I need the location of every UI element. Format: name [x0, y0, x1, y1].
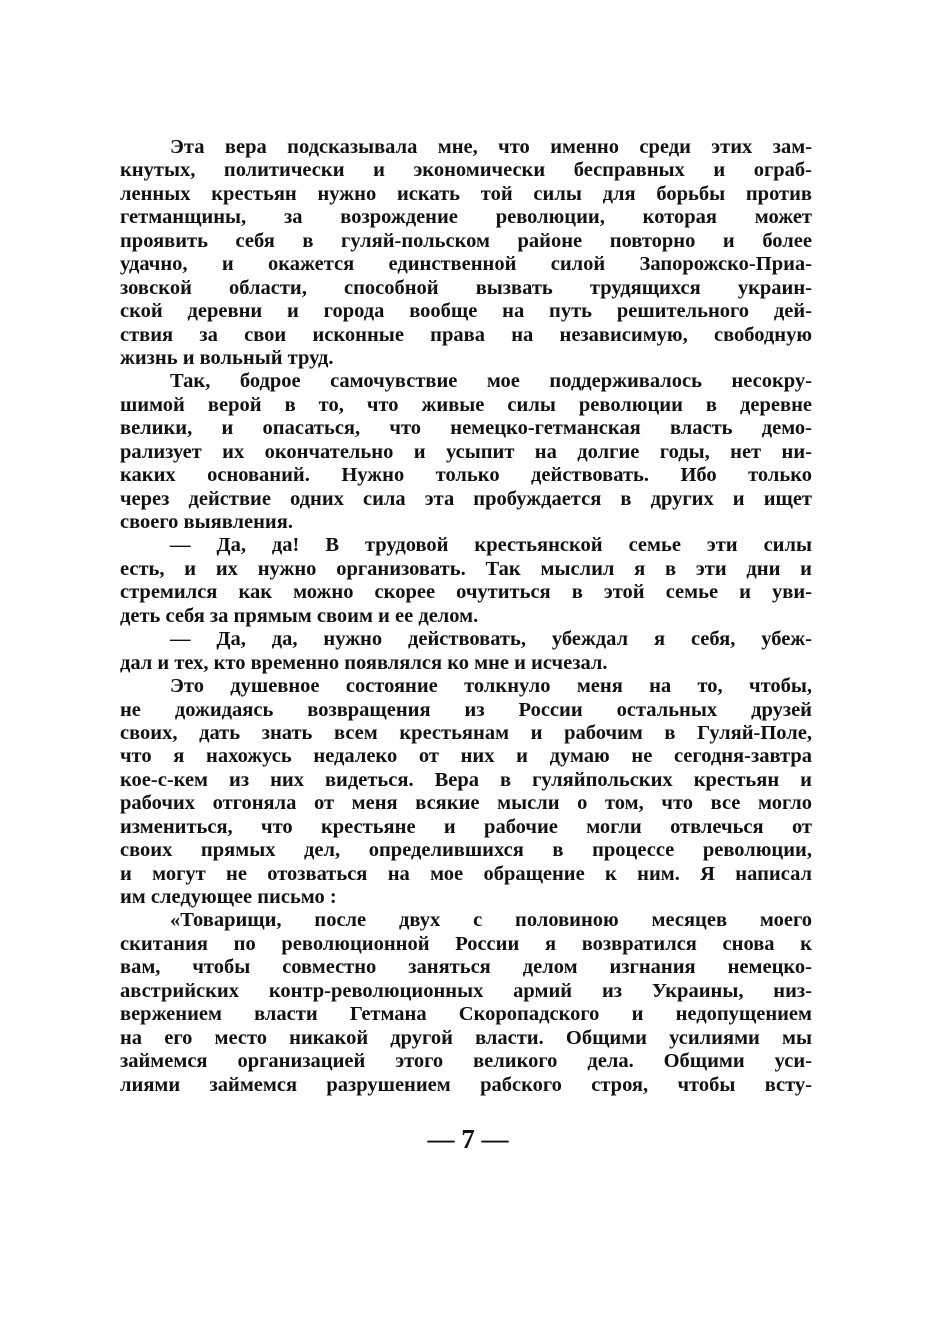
text-line: ской деревни и города вообще на путь решительного дей-: [120, 300, 812, 323]
text-line: удачно, и окажется единственной силой Запорожско-Приа-: [120, 253, 812, 276]
text-line: вержением власти Гетмана Скоропадского и недопущением: [120, 1003, 812, 1026]
text-line: своих, дать знать всем крестьянам и рабочим в Гуляй-Поле,: [120, 721, 812, 744]
text-line: ленных крестьян нужно искать той силы для борьбы против: [120, 182, 812, 205]
text-line: на его место никакой другой власти. Общими усилиями мы: [120, 1026, 812, 1049]
text-line: гетманщины, за возрождение революции, которая может: [120, 206, 812, 229]
text-line: дал и тех, кто временно появлялся ко мне и исчезал.: [120, 651, 608, 674]
body-text: [120, 136, 812, 1097]
text-line: рализует их окончательно и усыпит на долгие годы, нет ни-: [120, 440, 812, 463]
text-line: деть себя за прямым своим и ее делом.: [120, 604, 479, 627]
text-line: что я нахожусь недалеко от них и думаю не сегодня-завтра: [120, 745, 812, 768]
text-line: жизнь и вольный труд.: [120, 346, 334, 369]
page-number: — 7 —: [427, 1124, 509, 1154]
text-line: скитания по революционной России я возвратился снова к: [120, 932, 812, 955]
text-line: и могут не отозваться на мое обращение к ним. Я написал: [120, 862, 812, 885]
text-line: проявить себя в гуляй-польском районе повторно и более: [120, 229, 812, 252]
text-line: рабочих отгоняла от меня всякие мысли о том, что все могло: [120, 792, 812, 815]
text-line: ствия за свои исконные права на независимую, свободную: [120, 323, 812, 346]
text-line: кнутых, политически и экономически бесправных и ограб-: [120, 159, 812, 182]
text-line: Так, бодрое самочувствие мое поддерживалось несокру-: [170, 370, 812, 393]
text-line: стремился как можно скорее очутиться в этой семье и уви-: [120, 581, 812, 604]
text-line: велики, и опасаться, что немецко-гетманская власть демо-: [120, 417, 812, 440]
text-line: измениться, что крестьяне и рабочие могли отвлечься от: [120, 815, 812, 838]
text-line: Это душевное состояние толкнуло меня на то, чтобы,: [170, 675, 812, 698]
text-line: — Да, да, нужно действовать, убеждал я себя, убеж-: [170, 628, 812, 651]
text-line: кое-с-кем из них видеться. Вера в гуляйпольских крестьян и: [120, 768, 812, 791]
text-line: зовской области, способной вызвать трудящихся украин-: [120, 276, 812, 299]
text-line: им следующее письмо :: [120, 886, 337, 908]
text-line: Эта вера подсказывала мне, что именно среди этих зам-: [170, 136, 812, 158]
text-line: через действие одних сила эта пробуждается в других и ищет: [120, 487, 812, 510]
text-line: австрийских контр-революционных армий из Украины, низ-: [120, 979, 812, 1002]
text-line: займемся организацией этого великого дела. Общими уси-: [120, 1050, 812, 1073]
text-line: «Товарищи, после двух с половиною месяцев моего: [170, 909, 812, 932]
text-line: шимой верой в то, что живые силы революции в деревне: [120, 393, 812, 416]
text-line: своего выявления.: [120, 511, 293, 533]
text-line: своих прямых дел, определившихся в процессе революции,: [120, 839, 812, 862]
text-line: каких оснований. Нужно только действовать. Ибо только: [120, 464, 812, 487]
text-line: есть, и их нужно организовать. Так мыслил я в эти дни и: [120, 557, 812, 580]
text-line: — Да, да! В трудовой крестьянской семье эти силы: [170, 534, 812, 557]
text-line: не дожидаясь возвращения из России остальных друзей: [120, 698, 812, 721]
text-line: лиями займемся разрушением рабского строя, чтобы всту-: [120, 1073, 812, 1096]
text-line: вам, чтобы совместно заняться делом изгнания немецко-: [120, 956, 812, 979]
